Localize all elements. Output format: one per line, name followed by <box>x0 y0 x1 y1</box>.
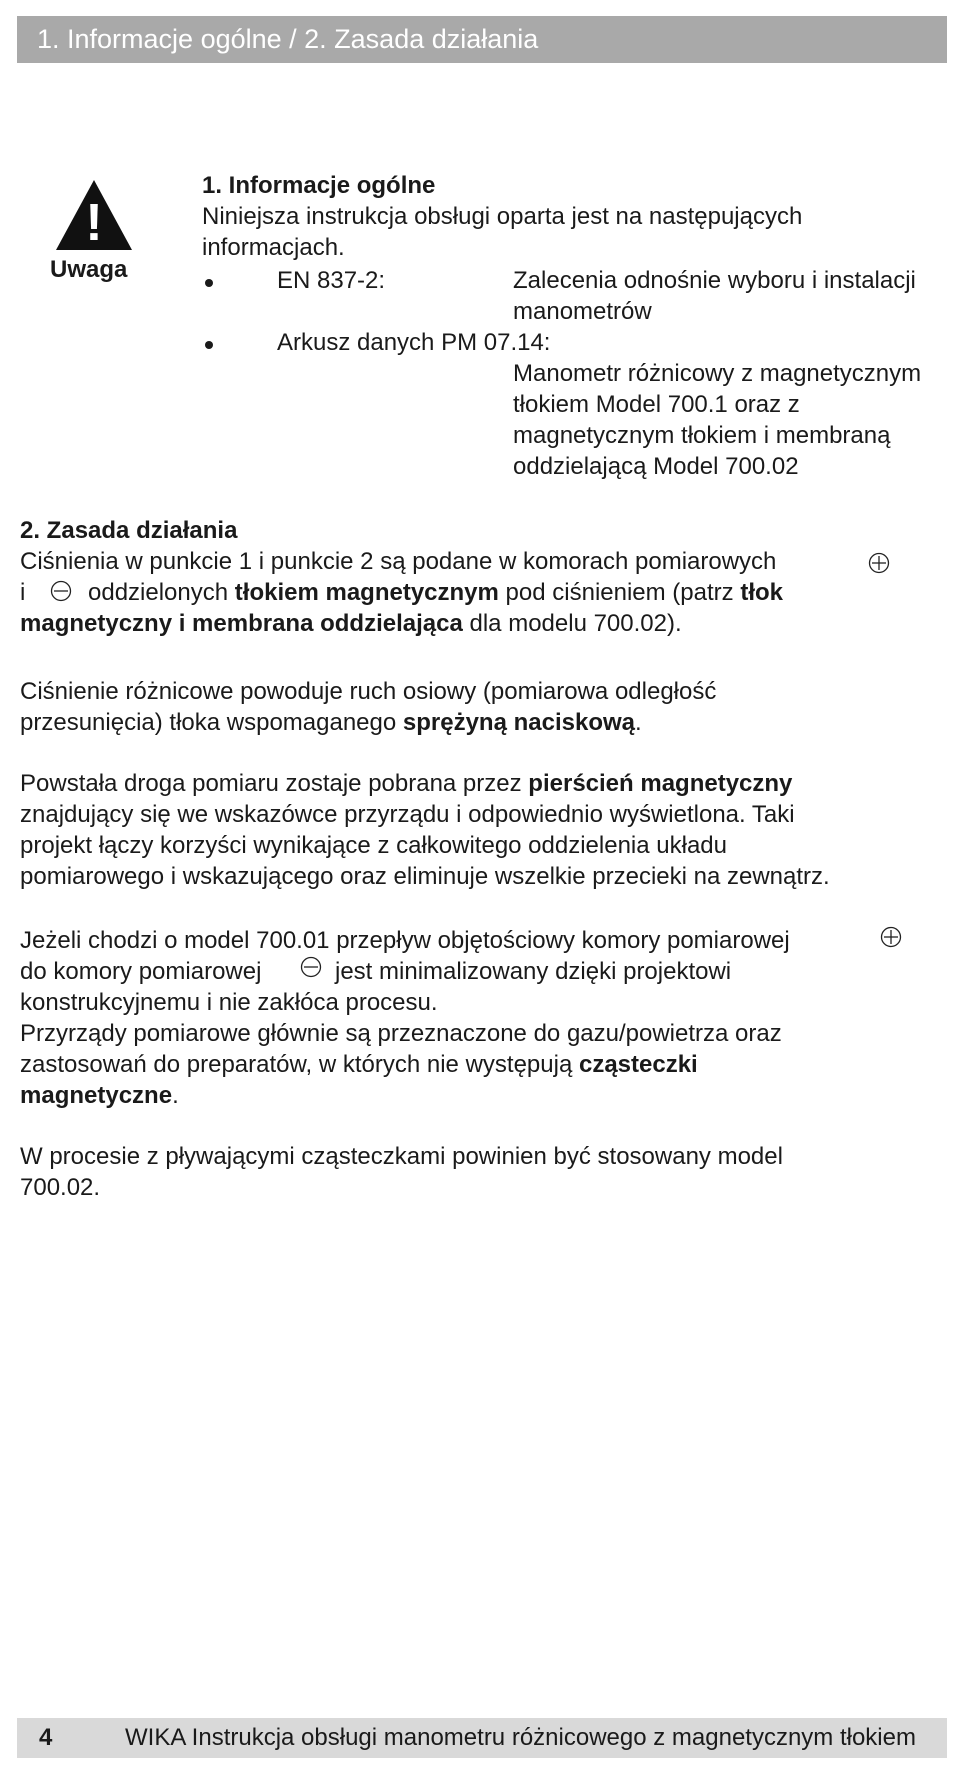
paragraph2-line1: Ciśnienie różnicowe powoduje ruch osiowy (pomiarowa odległość <box>20 678 717 705</box>
paragraph1-line1: Ciśnienia w punkcie 1 i punkcie 2 są podane w komorach pomiarowych <box>20 548 777 575</box>
paragraph3-line2: znajdujący się we wskazówce przyrządu i odpowiednio wyświetlona. Taki <box>20 801 795 828</box>
paragraph4-line3: konstrukcyjnemu i nie zakłóca procesu. <box>20 989 438 1016</box>
header-bar <box>17 16 947 63</box>
plus-chamber-icon <box>880 926 902 948</box>
paragraph5-line1: Przyrządy pomiarowe głównie są przeznaczone do gazu/powietrza oraz <box>20 1020 782 1047</box>
bullet-key-2: Arkusz danych PM 07.14: <box>277 329 551 356</box>
paragraph3-line3: projekt łączy korzyści wynikające z całkowitego oddzielenia układu <box>20 832 728 859</box>
footer-text: WIKA Instrukcja obsługi manometru różnicowego z magnetycznym tłokiem <box>125 1724 916 1751</box>
section1-heading: 1. Informacje ogólne <box>202 172 436 199</box>
svg-text:!: ! <box>85 194 103 252</box>
page-number: 4 <box>39 1724 53 1751</box>
paragraph3-line1: Powstała droga pomiaru zostaje pobrana przez pierścień magnetyczny <box>20 770 793 797</box>
paragraph1-line3: magnetyczny i membrana oddzielająca dla modelu 700.02). <box>20 610 682 637</box>
paragraph6-line1: W procesie z pływającymi cząsteczkami powinien być stosowany model <box>20 1143 783 1170</box>
plus-chamber-icon <box>868 552 890 574</box>
paragraph4-line1: Jeżeli chodzi o model 700.01 przepływ objętościowy komory pomiarowej <box>20 927 790 954</box>
footer-bar <box>17 1718 947 1758</box>
paragraph1-line2b: oddzielonych tłokiem magnetycznym pod ciśnieniem (patrz tłok <box>88 579 783 606</box>
minus-chamber-icon <box>300 956 322 978</box>
bullet-desc-1: Zalecenia odnośnie wyboru i instalacji manometrów <box>513 267 916 325</box>
section2-heading: 2. Zasada działania <box>20 517 238 544</box>
bullet-key-1: EN 837-2: <box>277 267 386 294</box>
warning-label: Uwaga <box>50 256 128 283</box>
warning-triangle-icon <box>54 178 134 252</box>
paragraph1-line2: i <box>20 579 26 606</box>
section1-intro: Niniejsza instrukcja obsługi oparta jest na następujących informacjach. <box>202 203 803 261</box>
paragraph5-line2: zastosowań do preparatów, w których nie występują cząsteczki <box>20 1051 698 1078</box>
paragraph5-line3: magnetyczne. <box>20 1082 179 1109</box>
page-title: 1. Informacje ogólne / 2. Zasada działania <box>37 24 539 54</box>
paragraph2-line2: przesunięcia) tłoka wspomaganego sprężyną naciskową. <box>20 709 642 736</box>
paragraph4-line2: do komory pomiarowej <box>20 958 262 985</box>
paragraph6-line2: 700.02. <box>20 1174 101 1201</box>
bullet-icon <box>205 279 213 287</box>
bullet-desc-2: Manometr różnicowy z magnetycznym tłokiem Model 700.1 oraz z magnetycznym tłokiem i membraną oddzielającą Model 700.02 <box>513 360 922 480</box>
paragraph3-line4: pomiarowego i wskazującego oraz eliminuje wszelkie przecieki na zewnątrz. <box>20 863 830 890</box>
paragraph4-line2b: jest minimalizowany dzięki projektowi <box>335 958 732 985</box>
bullet-icon <box>205 341 213 349</box>
minus-chamber-icon <box>50 580 72 602</box>
